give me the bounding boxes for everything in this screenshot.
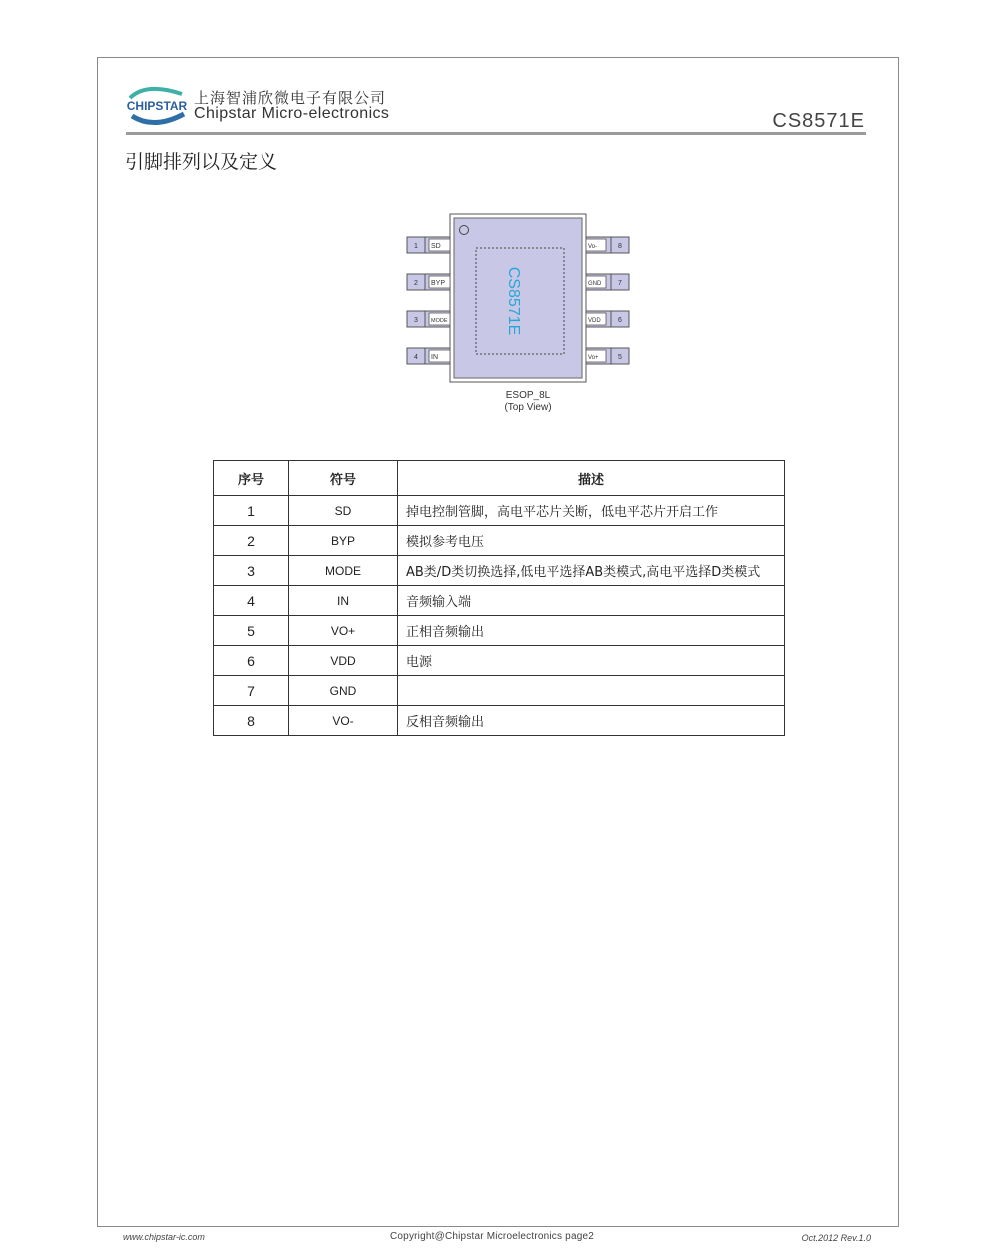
chip-label: CS8571E — [504, 266, 522, 336]
pin-5 — [586, 348, 629, 364]
table-row — [214, 556, 785, 586]
pin-name-label: GND — [588, 281, 602, 287]
package-view: (Top View) — [504, 402, 552, 413]
pin-4 — [407, 348, 450, 364]
pin-number: 3 — [214, 556, 289, 586]
pin-description: 掉电控制管脚，高电平芯片关断，低电平芯片开启工作 — [398, 496, 785, 526]
pin-description: 反相音频输出 — [398, 706, 785, 736]
pin-number-label: 2 — [414, 280, 418, 287]
company-name-cn: 上海智浦欣微电子有限公司 — [194, 89, 387, 107]
pin-number-label: 7 — [618, 280, 622, 287]
pin-symbol: BYP — [289, 526, 398, 556]
part-number: CS8571E — [772, 110, 865, 132]
pin-name-label: Vo+ — [588, 355, 599, 361]
section-title: 引脚排列以及定义 — [125, 151, 278, 173]
pin-name-label: SD — [431, 243, 441, 250]
pin-name-label: MODE — [431, 318, 448, 324]
pin-symbol: GND — [289, 676, 398, 706]
company-name-en: Chipstar Micro-electronics — [194, 105, 390, 122]
table-row — [214, 496, 785, 526]
pin-symbol: VO- — [289, 706, 398, 736]
footer-revision: Oct.2012 Rev.1.0 — [801, 1233, 871, 1243]
header-divider — [126, 132, 866, 135]
table-header-row — [214, 461, 785, 496]
right-pins — [586, 237, 629, 364]
pin-7 — [586, 274, 629, 290]
pin-definition-table — [213, 460, 785, 736]
pin-symbol: MODE — [289, 556, 398, 586]
package-caption — [470, 390, 586, 414]
pin-description — [398, 676, 785, 706]
header-no: 序号 — [214, 461, 289, 496]
pin-symbol: VDD — [289, 646, 398, 676]
pin-6 — [586, 311, 629, 327]
pin-description: 电源 — [398, 646, 785, 676]
chipstar-logo — [126, 84, 188, 128]
pin-name-label: BYP — [431, 280, 446, 287]
pin-number-label: 1 — [414, 243, 418, 250]
table-row — [214, 526, 785, 556]
table-row — [214, 586, 785, 616]
logo-text: CHIPSTAR — [126, 99, 188, 113]
pin-name-label: IN — [431, 354, 438, 361]
pin-number-label: 3 — [414, 317, 418, 324]
footer-website: www.chipstar-ic.com — [123, 1232, 205, 1242]
pin-number: 2 — [214, 526, 289, 556]
pin-number: 1 — [214, 496, 289, 526]
pin-name-label: VDD — [588, 318, 601, 324]
pin-number: 7 — [214, 676, 289, 706]
table-row — [214, 646, 785, 676]
header-symbol: 符号 — [289, 461, 398, 496]
footer-copyright: Copyright@Chipstar Microelectronics page2 — [390, 1231, 594, 1242]
pin-description: AB类/D类切换选择,低电平选择AB类模式,高电平选择D类模式 — [398, 556, 785, 586]
pin-number: 6 — [214, 646, 289, 676]
pin-3 — [407, 311, 450, 327]
pin-name-label: Vo- — [588, 244, 598, 250]
pin-number: 4 — [214, 586, 289, 616]
pin-number-label: 5 — [618, 354, 622, 361]
pin-number-label: 4 — [414, 354, 418, 361]
pin-number-label: 6 — [618, 317, 622, 324]
pin-1 — [407, 237, 450, 253]
pin-8 — [586, 237, 629, 253]
pin-description: 音频输入端 — [398, 586, 785, 616]
pin-number: 8 — [214, 706, 289, 736]
pin-number-label: 8 — [618, 243, 622, 250]
pin-symbol: SD — [289, 496, 398, 526]
pin-description: 模拟参考电压 — [398, 526, 785, 556]
table-row — [214, 616, 785, 646]
pin-description: 正相音频输出 — [398, 616, 785, 646]
table-row — [214, 676, 785, 706]
header-desc: 描述 — [398, 461, 785, 496]
pin-symbol: VO+ — [289, 616, 398, 646]
table-row — [214, 706, 785, 736]
pin-number: 5 — [214, 616, 289, 646]
left-pins — [407, 237, 450, 364]
pin-2 — [407, 274, 450, 290]
package-name: ESOP_8L — [505, 390, 551, 401]
page-header — [0, 0, 991, 140]
pin-symbol: IN — [289, 586, 398, 616]
